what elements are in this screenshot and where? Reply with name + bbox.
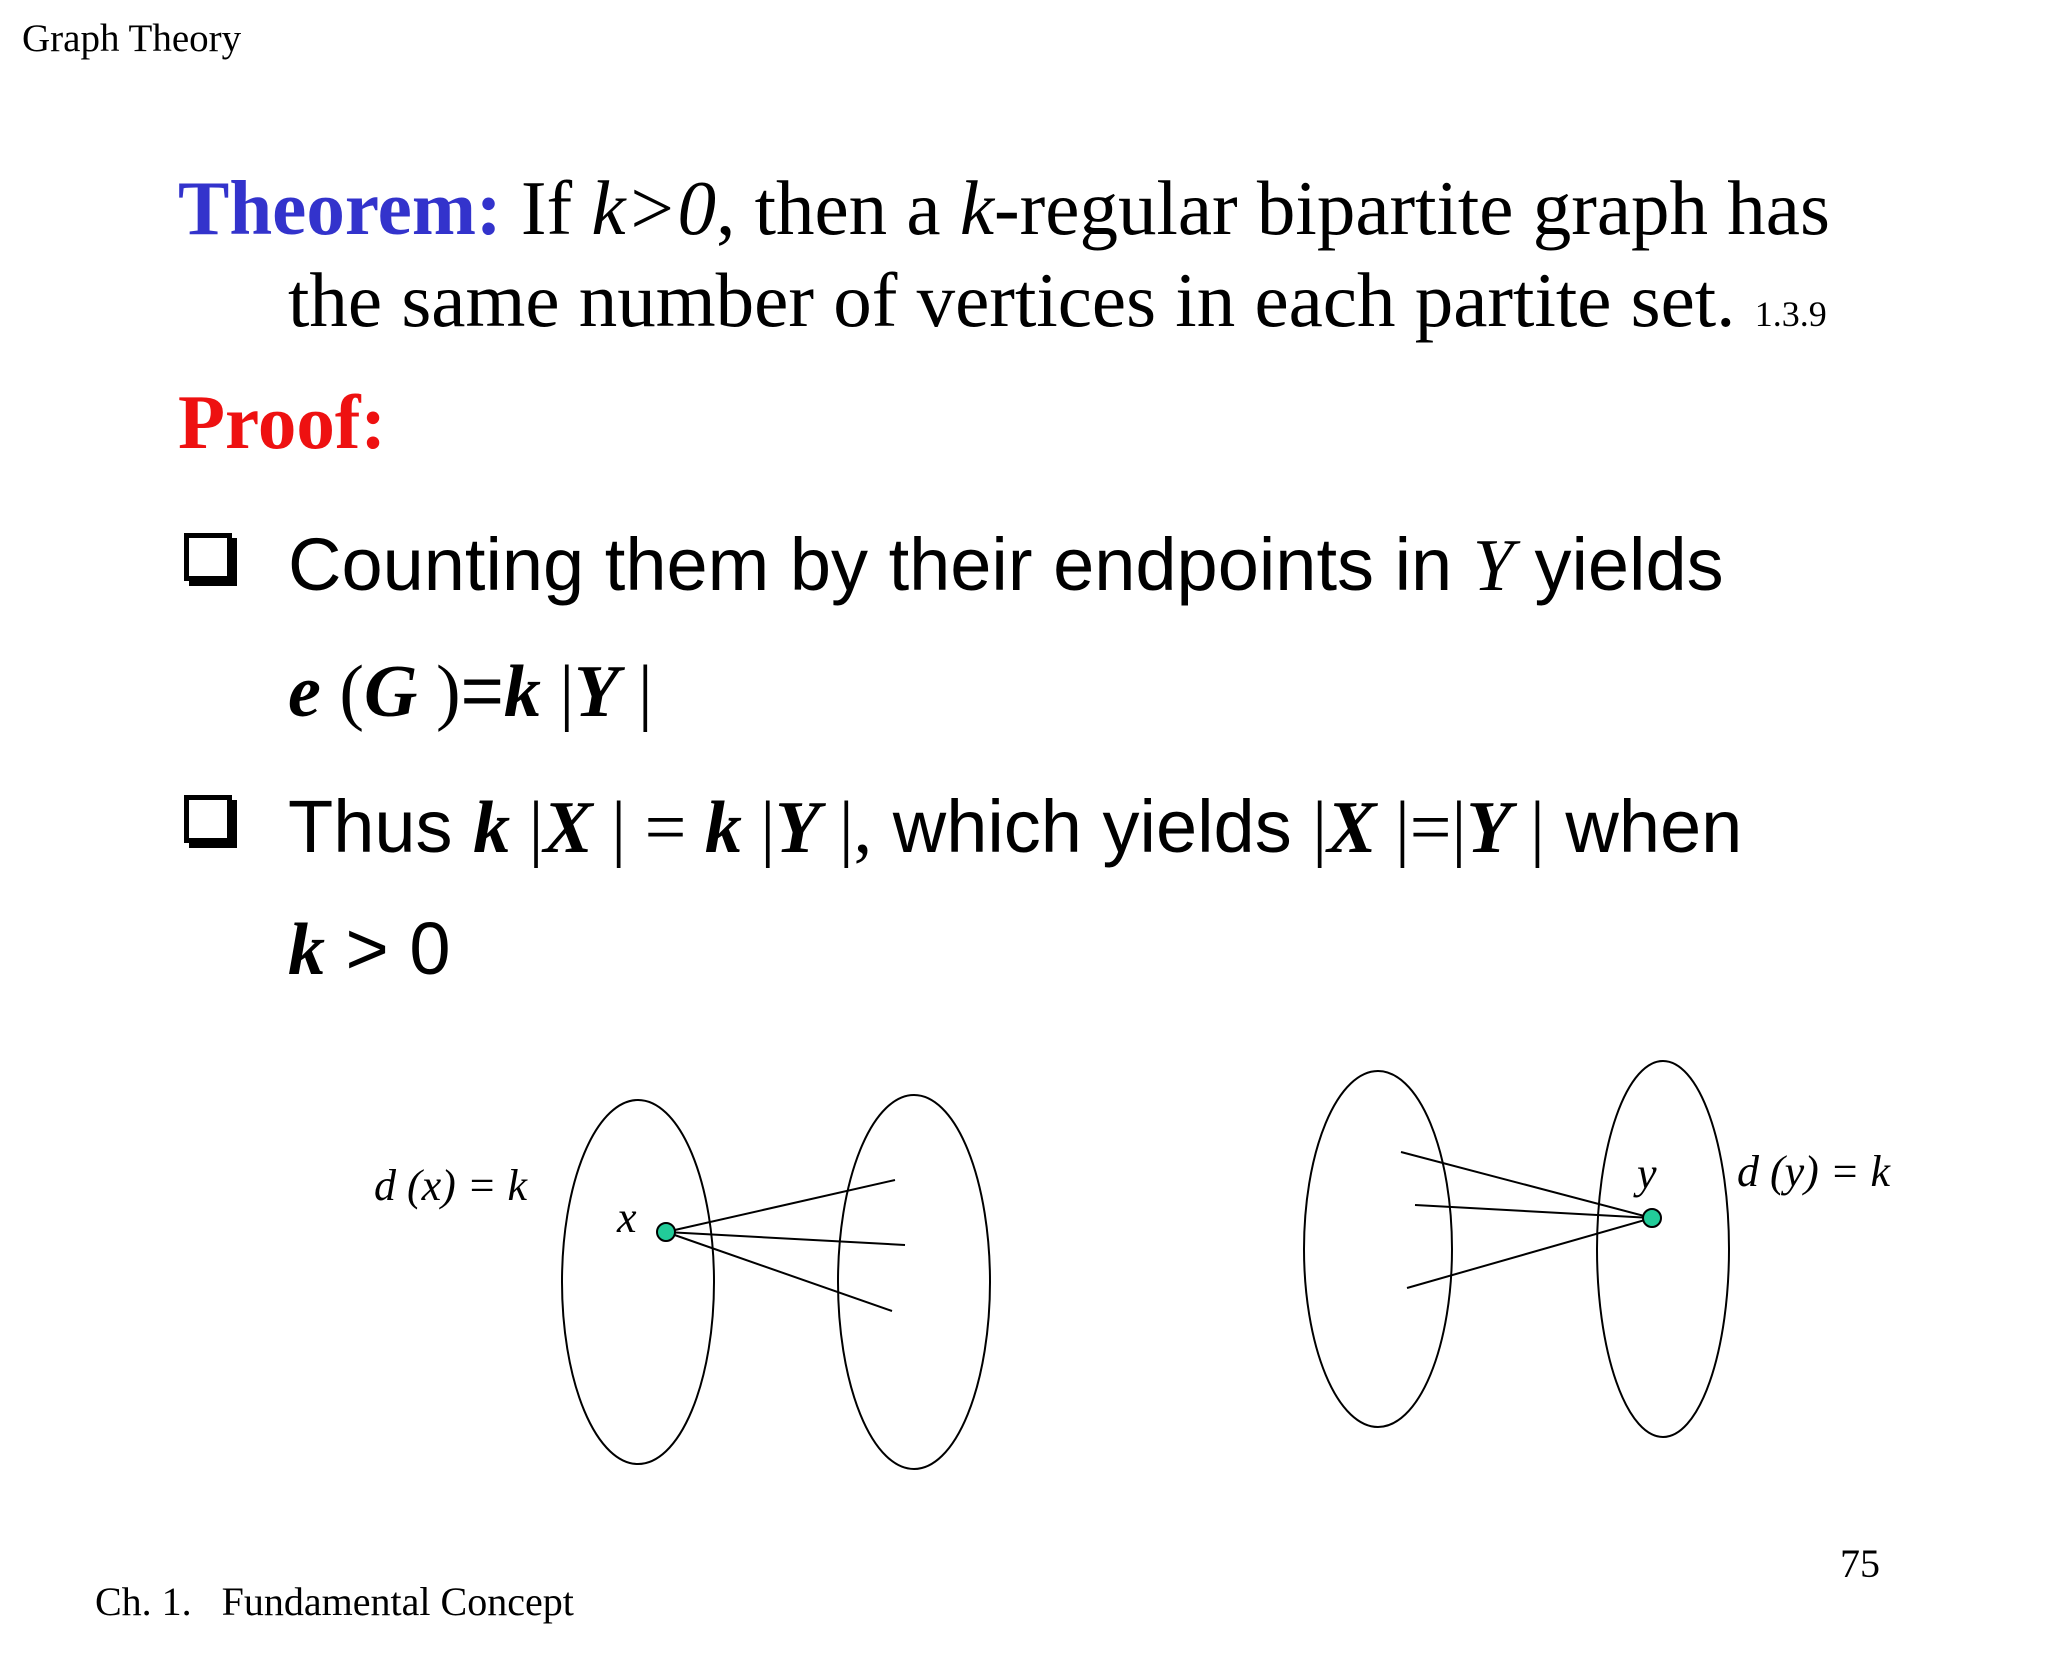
bullet-2-phrase: Thus [288,785,474,868]
partite-set-X-ellipse [1304,1071,1452,1427]
vertex-y-label: y [1637,1149,1657,1198]
partite-set-X-ellipse [562,1100,714,1464]
edge-line [1401,1152,1652,1218]
math-bar: | [741,787,776,869]
math-bar: | [1511,787,1545,869]
formula-k: k [503,651,541,733]
bullet-2-phrase: when [1544,785,1743,868]
bullet-1-Y: Y [1472,525,1514,607]
proof-label: Proof: [178,379,387,465]
math-k: k [473,787,511,869]
formula-paren: ( [320,651,365,733]
partite-set-Y-ellipse [838,1095,990,1469]
edge-line [666,1232,905,1245]
math-k: k [704,787,742,869]
theorem-label: Theorem: [178,165,502,251]
formula-e: e [288,651,321,733]
theorem-condition: >0 [625,165,717,251]
formula-G: G [364,651,418,733]
page-number: 75 [1840,1541,1880,1586]
formula-paren: ) [417,651,461,733]
math-k: k [288,909,325,991]
math-bar: |, [820,787,873,869]
formula-bar: | [540,651,575,733]
math-bar: | [510,787,544,869]
theorem-text: -regular bipartite graph has [994,165,1830,251]
partite-set-Y-ellipse [1597,1061,1729,1437]
footer-chapter: Ch. 1. Fundamental Concept [95,1579,574,1624]
condition-text: > 0 [325,907,451,990]
vertex-x [657,1223,675,1241]
math-Y: Y [775,787,821,869]
math-bar: | [1312,787,1328,869]
theorem-text: the same number of vertices in each partite set. [288,257,1736,343]
theorem-reference: 1.3.9 [1754,294,1827,334]
math-bar: | = [592,787,705,869]
bullet-1-phrase: yields [1513,523,1724,606]
vertex-y [1643,1209,1661,1227]
edge-line [666,1180,895,1232]
math-X: X [543,787,593,869]
edge-line [1407,1218,1652,1288]
math-bar: |=| [1376,787,1467,869]
edge-line [666,1232,892,1311]
left-degree-label: d (x) = k [374,1161,528,1210]
theorem-k: k [591,165,626,251]
bullet-1-phrase: Counting them by their endpoints in [288,523,1473,606]
theorem-k: k [959,165,994,251]
formula-Y: Y [574,651,620,733]
right-degree-label: d (y) = k [1737,1147,1891,1196]
math-Y: Y [1466,787,1512,869]
vertex-x-label: x [617,1193,637,1242]
theorem-text: , then a [716,165,960,251]
header-title: Graph Theory [22,17,242,60]
math-X: X [1327,787,1377,869]
theorem-text: If [501,165,592,251]
formula-eq: = [460,649,504,732]
bullet-2-phrase: which yields [872,785,1313,868]
formula-bar: | [619,651,653,733]
